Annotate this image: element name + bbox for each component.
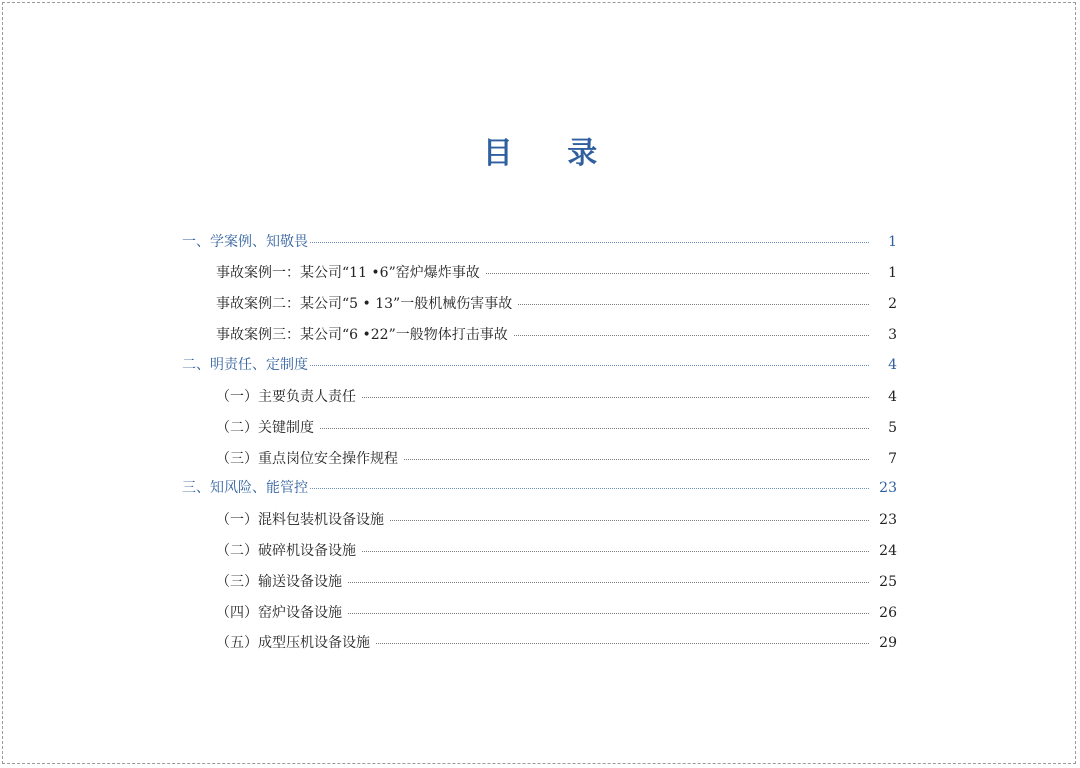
toc-entry-case-2[interactable] (216, 295, 897, 313)
dot-leader (348, 582, 869, 583)
dot-leader (390, 520, 869, 521)
toc-entry-section-1[interactable] (182, 233, 897, 251)
toc-entry-section-2[interactable] (182, 356, 897, 374)
dot-leader (310, 488, 869, 489)
dot-leader (404, 459, 869, 460)
toc-entry-conveyor[interactable] (216, 573, 897, 591)
dot-leader (486, 273, 869, 274)
toc-entry-mixer-packaging[interactable] (216, 511, 897, 529)
toc-page-number: 5 (888, 420, 897, 436)
toc-page-number: 4 (888, 389, 897, 405)
toc-entry-text: （三）输送设备设施 (216, 574, 342, 590)
dot-leader (362, 551, 869, 552)
dot-leader (514, 335, 869, 336)
toc-entry-section-3[interactable] (182, 479, 897, 497)
dot-leader (310, 365, 869, 366)
toc-entry-text: 三、知风险、能管控 (182, 480, 308, 496)
toc-entry-key-rules[interactable] (216, 419, 897, 437)
toc-entry-text: （五）成型压机设备设施 (216, 635, 370, 651)
toc-page-number: 1 (888, 234, 897, 250)
toc-page-number: 4 (888, 357, 897, 373)
toc-entry-text: 事故案例三：某公司“6 •22”一般物体打击事故 (216, 327, 508, 343)
toc-entry-text: （二）关键制度 (216, 420, 314, 436)
dot-leader (310, 242, 869, 243)
toc-entry-press[interactable] (216, 634, 897, 652)
toc-page-number: 29 (879, 635, 897, 651)
toc-entry-crusher[interactable] (216, 542, 897, 560)
toc-entry-kiln[interactable] (216, 604, 897, 622)
toc-page-number: 23 (879, 480, 897, 496)
toc-page-number: 23 (879, 512, 897, 528)
dot-leader (320, 428, 869, 429)
dot-leader (518, 304, 869, 305)
toc-title: 目 录 (482, 136, 620, 171)
toc-page-number: 2 (888, 296, 897, 312)
toc-entry-text: （三）重点岗位安全操作规程 (216, 451, 398, 467)
toc-entry-text: 一、学案例、知敬畏 (182, 234, 308, 250)
toc-entry-text: （一）混料包装机设备设施 (216, 512, 384, 528)
toc-page-number: 26 (879, 605, 897, 621)
toc-page-number: 25 (879, 574, 897, 590)
toc-page-number: 24 (879, 543, 897, 559)
toc-entry-operating-procedures[interactable] (216, 450, 897, 468)
toc-entry-text: （一）主要负责人责任 (216, 389, 356, 405)
toc-entry-text: 事故案例二：某公司“5 • 13”一般机械伤害事故 (216, 296, 513, 312)
toc-page-number: 7 (888, 451, 897, 467)
toc-entry-text: 二、明责任、定制度 (182, 357, 308, 373)
toc-entry-text: （二）破碎机设备设施 (216, 543, 356, 559)
toc-page-number: 1 (888, 265, 897, 281)
dot-leader (376, 643, 869, 644)
toc-entry-case-1[interactable] (216, 264, 897, 282)
toc-entry-text: （四）窑炉设备设施 (216, 605, 342, 621)
dot-leader (348, 613, 869, 614)
toc-entry-responsibility[interactable] (216, 388, 897, 406)
dot-leader (362, 397, 869, 398)
toc-entry-case-3[interactable] (216, 326, 897, 344)
toc-entry-text: 事故案例一：某公司“11 •6”窑炉爆炸事故 (216, 265, 480, 281)
toc-page-number: 3 (888, 327, 897, 343)
